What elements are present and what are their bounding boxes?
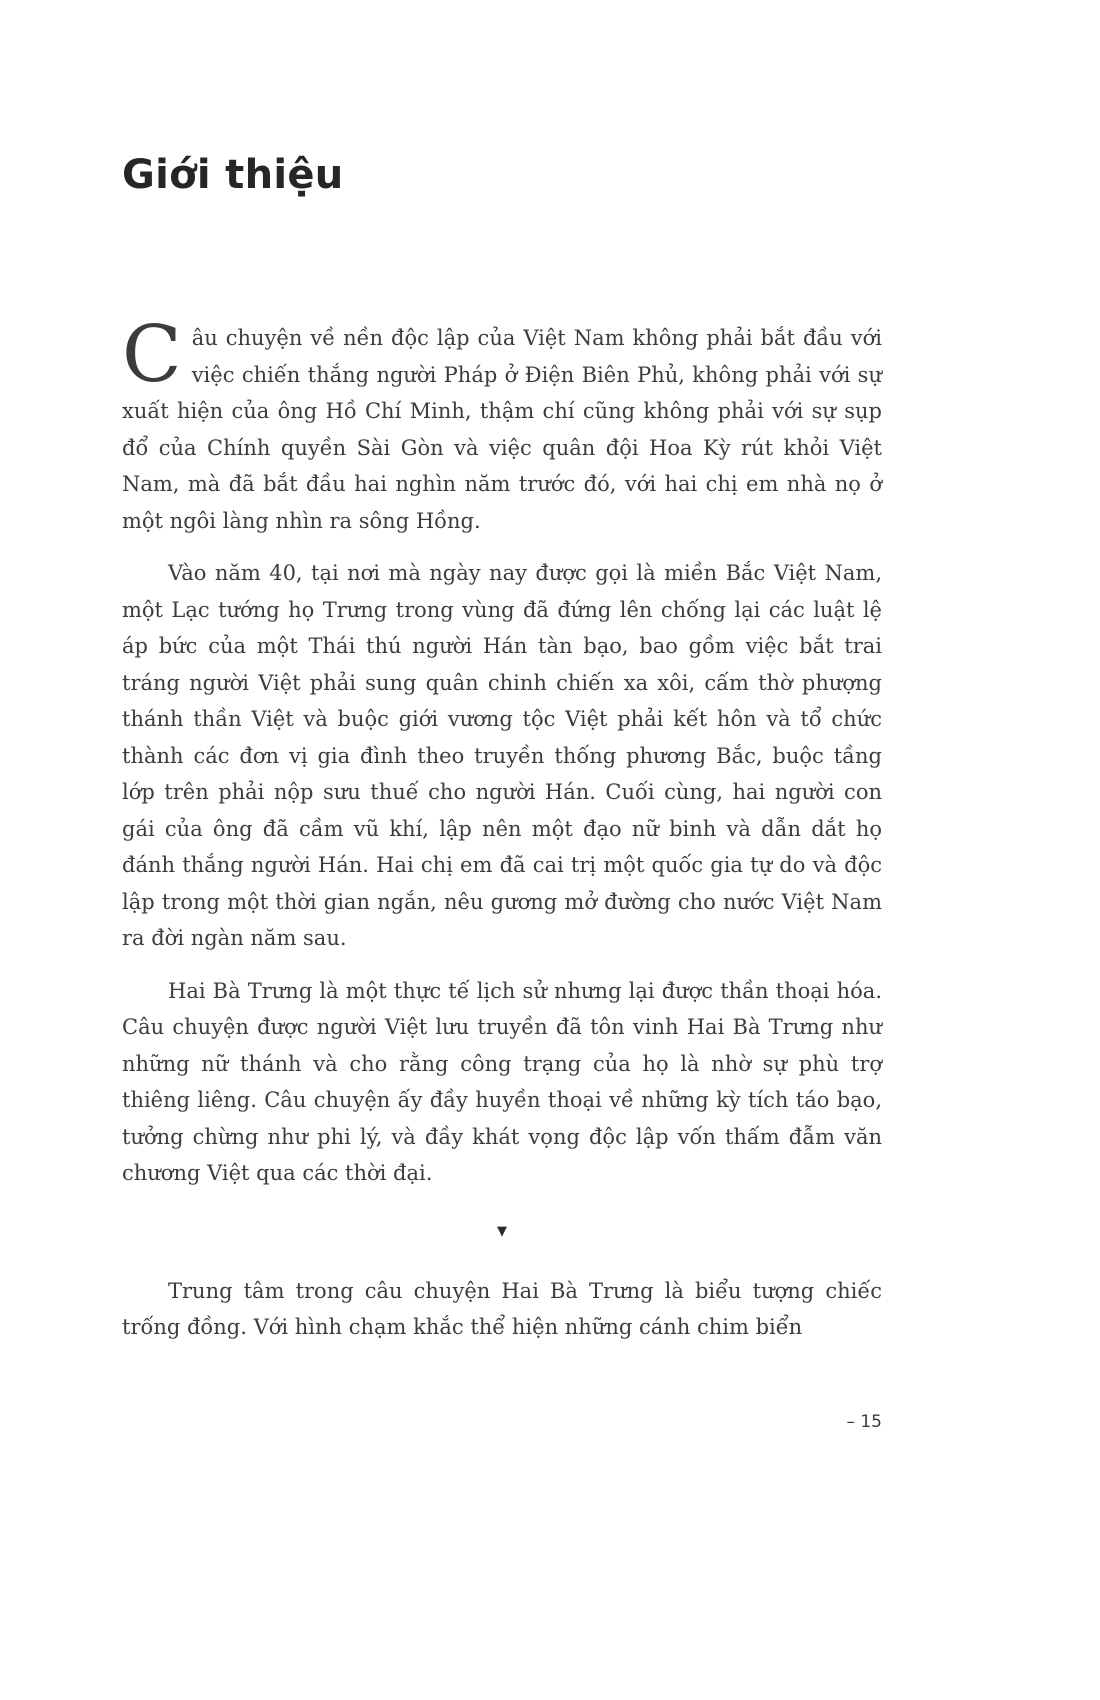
paragraph-3: Hai Bà Trưng là một thực tế lịch sử nhưng lại được thần thoại hóa. Câu chuyện được người Việt lưu truyền đã tôn vinh Hai Bà Trưng như những nữ thánh và cho rằng công trạng của họ là nhờ sự phù trợ thiêng liêng. Câu chuyện ấy đầy huyền thoại về những kỳ tích táo bạo, tưởng chừng như phi lý, và đầy khát vọng độc lập vốn thấm đẫm văn chương Việt qua các thời đại.: [122, 978, 882, 1185]
paragraph-1: [122, 310, 882, 539]
section-break-ornament: ▼: [497, 1223, 507, 1239]
paragraph-4: Trung tâm trong câu chuyện Hai Bà Trưng là biểu tượng chiếc trống đồng. Với hình chạm khắc thể hiện những cánh chim biển: [122, 1278, 882, 1339]
paragraph-2: Vào năm 40, tại nơi mà ngày nay được gọi là miền Bắc Việt Nam, một Lạc tướng họ Trưng trong vùng đã đứng lên chống lại các luật lệ áp bức của một Thái thú người Hán tàn bạo, bao gồm việc bắt trai tráng người Việt phải sung quân chinh chiến xa xôi, cấm thờ phượng thánh thần Việt và buộc giới vương tộc Việt phải kết hôn và tổ chức thành các đơn vị gia đình theo truyền thống phương Bắc, buộc tầng lớp trên phải nộp sưu thuế cho người Hán. Cuối cùng, hai người con gái của ông đã cầm vũ khí, lập nên một đạo nữ binh và dẫn dắt họ đánh thắng người Hán. Hai chị em đã cai trị một quốc gia tự do và độc lập trong một thời gian ngắn, nêu gương mở đường cho nước Việt Nam ra đời ngàn năm sau.: [122, 561, 882, 950]
page-number: – 15: [846, 1411, 882, 1432]
dropcap-letter: C: [122, 310, 182, 400]
paragraph-1-text: âu chuyện về nền độc lập của Việt Nam không phải bắt đầu với việc chiến thắng người Pháp ở Điện Biên Phủ, không phải với sự xuất hiện của ông Hồ Chí Minh, thậm chí cũng không phải với sự sụp đổ của Chính quyền Sài Gòn và việc quân đội Hoa Kỳ rút khỏi Việt Nam, mà đã bắt đầu hai nghìn năm trước đó, với hai chị em nhà nọ ở một ngôi làng nhìn ra sông Hồng.: [122, 326, 882, 533]
chapter-title: Giới thiệu: [122, 152, 344, 198]
